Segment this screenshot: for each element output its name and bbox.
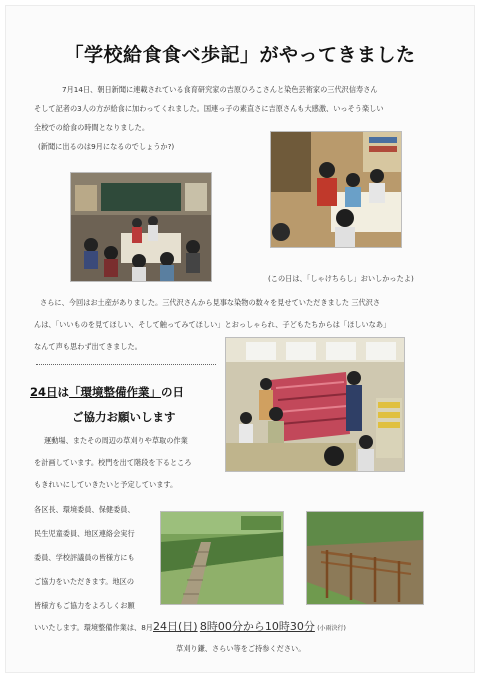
photo-children-eating [270, 131, 402, 248]
notice-heading-mid: は [57, 385, 70, 399]
notice-heading [30, 384, 184, 400]
notice-body-8: 皆様方もご協力をよろしくお願 [34, 601, 135, 610]
photo-caption-lunch: (この日は、「しゃけちらし」おいしかったよ) [268, 274, 414, 283]
notice-body-5: 民生児童委員、地区連絡会実行 [34, 529, 135, 538]
notice-heading-tail: の日 [161, 385, 185, 399]
photo-fabric-display [225, 337, 405, 472]
notice-heading-date: 24日 [30, 385, 58, 399]
intro-line-1: 7月14日、朝日新聞に連載されている食育研究家の吉原ひろこさんと染色芸術家の三代沢信寿さん [62, 85, 378, 94]
intro-line-3: 全校での給食の時間となりました。 [34, 123, 150, 132]
gift-line-3: なんて声も思わず出てきました。 [34, 342, 142, 351]
photo-classroom-lunch [70, 172, 212, 282]
notice-rain-note: (小雨決行) [317, 625, 346, 632]
notice-body-1: 運動場、またその周辺の草刈りや草取の作業 [44, 436, 188, 445]
notice-body-6: 委員、学校評議員の皆様方にも [34, 553, 135, 562]
gift-line-1: さらに、今回はお土産がありました。三代沢さんから見事な染物の数々を見せていただきました 三代沢さ [40, 298, 381, 307]
intro-line-4: (新聞に出るのは9月になるのでしょうか?) [38, 142, 175, 151]
notice-subheading: ご協力お願いします [72, 410, 176, 424]
notice-body-9-pre: いいたします。環境整備作業は、8月 [34, 623, 153, 632]
notice-body-10: 草刈り鎌、さらい等をご持参ください。 [176, 644, 306, 653]
notice-body-3: もきれいにしていきたいと予定しています。 [34, 480, 178, 489]
notice-body-7: ご協力をいただきます。地区の [34, 577, 135, 586]
photo-grassy-slope [160, 511, 284, 605]
notice-time: 8時00分から10時30分 [199, 620, 315, 633]
notice-heading-event: 「環境整備作業」 [69, 385, 162, 399]
dotted-divider [36, 364, 216, 366]
page-title: 「学校給食食べ歩記」がやってきました [64, 44, 416, 66]
photo-fence-slope [306, 511, 424, 605]
gift-line-2: んは、「いいものを見てほしい、そして触ってみてほしい」とおっしゃられ、子どもたちからは「ほしいなあ」 [34, 320, 391, 329]
notice-date: 24日(日) [153, 620, 198, 633]
notice-body-2: を計画しています。校門を出て階段を下るところ [34, 458, 192, 467]
notice-body-4: 各区長、環境委員、保健委員、 [34, 505, 135, 514]
intro-line-2: そして記者の3人の方が給食に加わってくれました。国連っ子の素直さに吉原さんも大感激、いっそう楽しい [34, 104, 384, 113]
notice-body-9 [34, 620, 346, 635]
